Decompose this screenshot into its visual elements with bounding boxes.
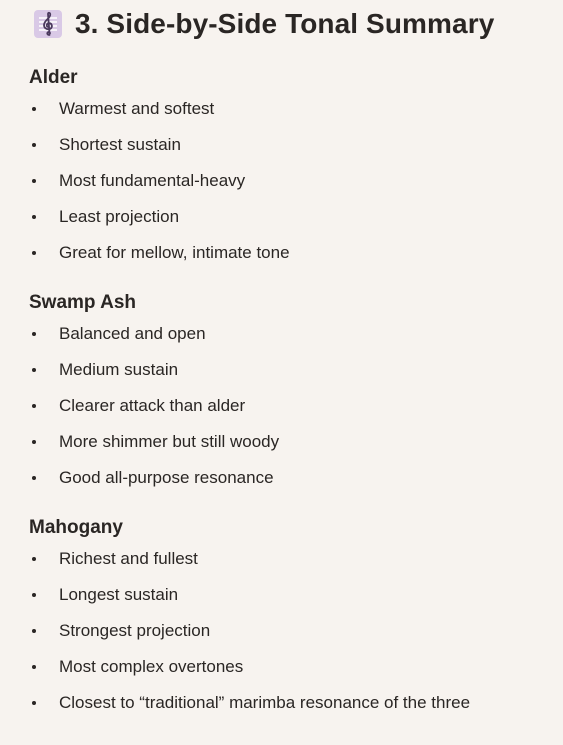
list-item: [29, 577, 563, 613]
list-item: [29, 316, 563, 352]
bullet-dot: [32, 404, 36, 408]
section-heading: Mahogany: [29, 517, 123, 538]
list-item: [29, 352, 563, 388]
list-item: [29, 685, 563, 721]
bullet-dot: [32, 332, 36, 336]
list-item-text: More shimmer but still woody: [59, 432, 280, 451]
bullet-dot: [32, 179, 36, 183]
list-item-text: Good all-purpose resonance: [59, 468, 274, 487]
list-item-text: Most fundamental-heavy: [59, 171, 246, 190]
list-item: [29, 91, 563, 127]
bullet-dot: [32, 701, 36, 705]
section-mahogany: [0, 515, 563, 721]
bullet-dot: [32, 107, 36, 111]
list-item-text: Warmest and softest: [59, 99, 215, 118]
bullet-list: [29, 91, 563, 271]
list-item-text: Closest to “traditional” marimba resonance of the three: [59, 693, 471, 712]
list-item: [29, 127, 563, 163]
bullet-list: [29, 316, 563, 496]
list-item-text: Clearer attack than alder: [59, 396, 246, 415]
list-item-text: Shortest sustain: [59, 135, 181, 154]
list-item: [29, 235, 563, 271]
page-title: 3. Side-by-Side Tonal Summary: [75, 8, 495, 39]
bullet-dot: [32, 476, 36, 480]
bullet-dot: [32, 593, 36, 597]
section-title-row: [0, 4, 563, 44]
section-heading: Swamp Ash: [29, 292, 136, 313]
section-alder: [0, 65, 563, 271]
bullet-dot: [32, 143, 36, 147]
list-item-text: Balanced and open: [59, 324, 206, 343]
list-item: [29, 613, 563, 649]
treble-clef-icon: [34, 10, 62, 38]
list-item: [29, 388, 563, 424]
list-item: [29, 424, 563, 460]
list-item-text: Great for mellow, intimate tone: [59, 243, 290, 262]
bullet-dot: [32, 215, 36, 219]
list-item: [29, 163, 563, 199]
list-item-text: Medium sustain: [59, 360, 179, 379]
bullet-dot: [32, 440, 36, 444]
list-item: [29, 649, 563, 685]
section-swamp-ash: [0, 290, 563, 496]
bullet-dot: [32, 251, 36, 255]
list-item-text: Most complex overtones: [59, 657, 244, 676]
list-item: [29, 541, 563, 577]
list-item-text: Richest and fullest: [59, 549, 198, 568]
list-item-text: Strongest projection: [59, 621, 211, 640]
bullet-dot: [32, 665, 36, 669]
list-item: [29, 460, 563, 496]
section-heading: Alder: [29, 67, 78, 88]
list-item-text: Least projection: [59, 207, 180, 226]
bullet-dot: [32, 368, 36, 372]
list-item: [29, 199, 563, 235]
bullet-dot: [32, 629, 36, 633]
bullet-dot: [32, 557, 36, 561]
list-item-text: Longest sustain: [59, 585, 179, 604]
bullet-list: [29, 541, 563, 721]
